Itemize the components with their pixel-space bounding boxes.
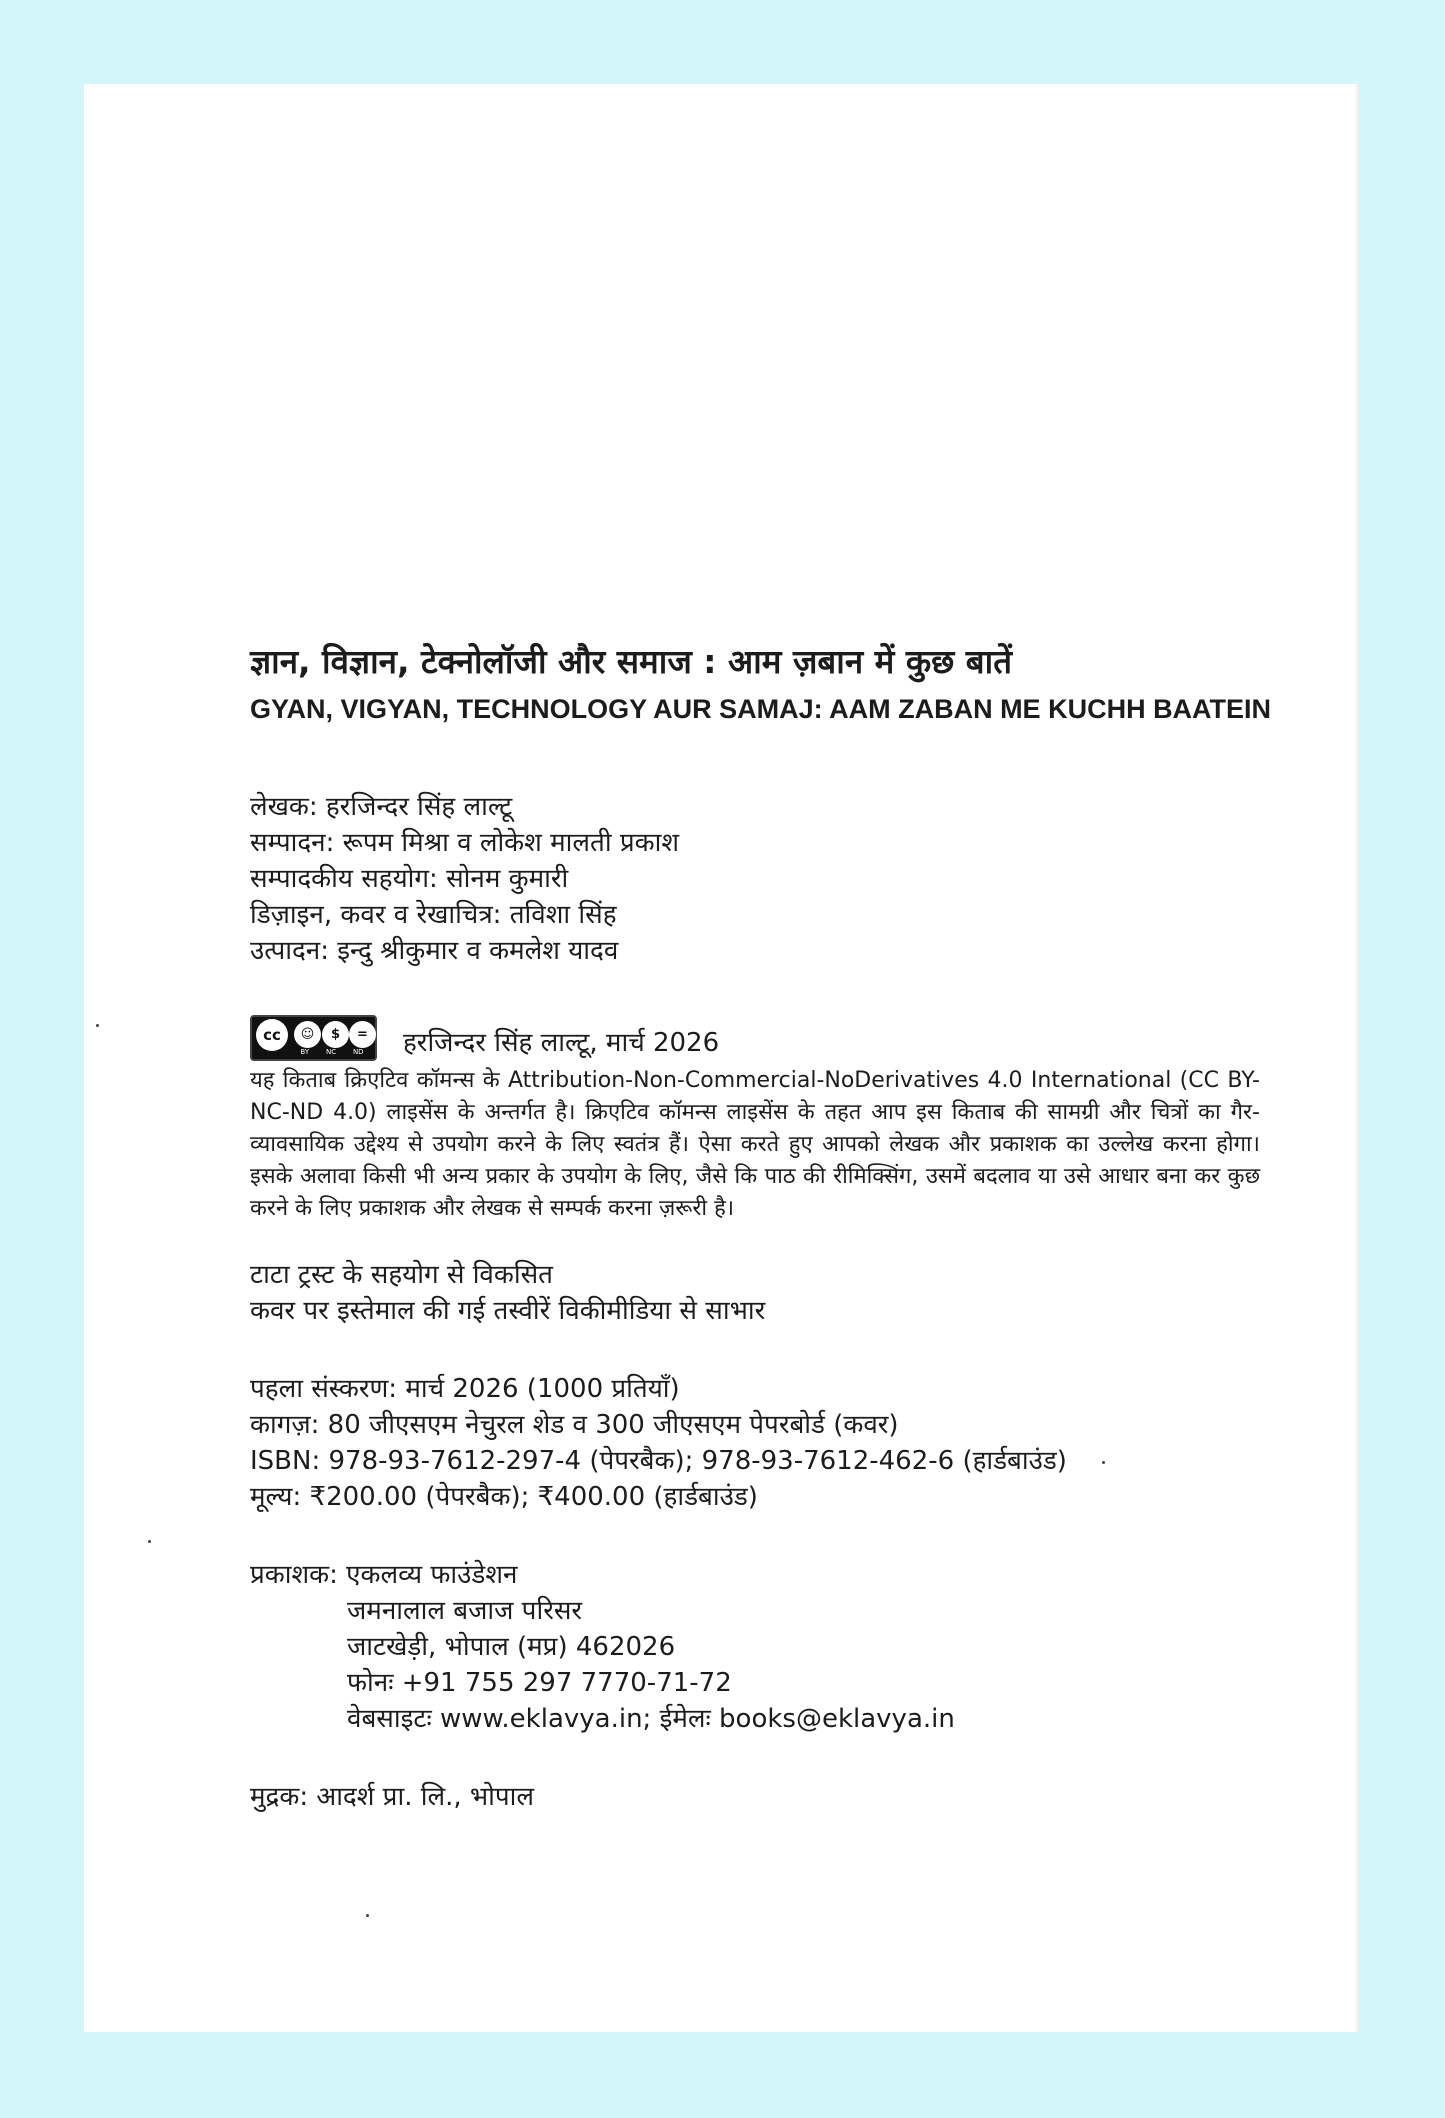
- price-line: मूल्य: ₹200.00 (पेपरबैक); ₹400.00 (हार्डबाउंड): [250, 1482, 758, 1512]
- nc-dollar-icon: $: [322, 1021, 349, 1048]
- edition-line: पहला संस्करण: मार्च 2026 (1000 प्रतियाँ): [250, 1374, 680, 1404]
- nd-equals-icon: =: [349, 1021, 376, 1048]
- publisher-address: [250, 1593, 1310, 1737]
- copyright-row: [250, 1011, 1310, 1061]
- cc-label-by: BY: [300, 1048, 310, 1056]
- license-block: [250, 1011, 1310, 1225]
- address-line-1: जमनालाल बजाज परिसर: [347, 1596, 583, 1626]
- publisher-block: [250, 1557, 1310, 1737]
- page-edge-shadow: [1354, 84, 1360, 2032]
- author-line: लेखक: हरजिन्दर सिंह लाल्टू: [250, 792, 513, 822]
- scan-speck: [366, 1914, 369, 1917]
- scan-speck: [96, 1024, 99, 1027]
- credits-block: [250, 789, 1310, 969]
- publisher-name-line: प्रकाशक: एकलव्य फाउंडेशन: [250, 1560, 518, 1590]
- address-line-2: जाटखेड़ी, भोपाल (मप्र) 462026: [347, 1632, 676, 1662]
- editing-line: सम्पादन: रूपम मिश्रा व लोकेश मालती प्रकाश: [250, 828, 680, 858]
- book-title-hindi: ज्ञान, विज्ञान, टेक्नोलॉजी और समाज : आम ज़बान में कुछ बातें: [250, 642, 1013, 681]
- isbn-line: ISBN: 978-93-7612-297-4 (पेपरबैक); 978-93-7612-462-6 (हार्डबाउंड): [250, 1446, 1067, 1476]
- imprint-content: [250, 639, 1310, 1815]
- cc-badge-labels: [292, 1048, 372, 1057]
- web-email-line: वेबसाइटः www.eklavya.in; ईमेलः books@eklavya.in: [347, 1704, 955, 1734]
- edition-block: [250, 1371, 1310, 1515]
- printer-block: [250, 1779, 1310, 1815]
- production-line: उत्पादन: इन्दु श्रीकुमार व कमलेश यादव: [250, 936, 619, 966]
- phone-line: फोनः +91 755 297 7770-71-72: [347, 1668, 732, 1698]
- cc-by-nc-nd-icon: [250, 1015, 377, 1061]
- copyright-line: हरजिन्दर सिंह लाल्टू, मार्च 2026: [403, 1028, 720, 1058]
- support-block: [250, 1257, 1310, 1329]
- cc-circle: cc: [256, 1019, 288, 1051]
- printer-line: मुद्रक: आदर्श प्रा. लि., भोपाल: [250, 1782, 535, 1812]
- scan-speck: [148, 1540, 151, 1543]
- cc-label-nd: ND: [352, 1048, 364, 1056]
- book-page: [84, 84, 1360, 2032]
- cover-credit-line: कवर पर इस्तेमाल की गई तस्वीरें विकीमीडिया से साभार: [250, 1296, 766, 1326]
- design-line: डिज़ाइन, कवर व रेखाचित्र: तविशा सिंह: [250, 900, 617, 930]
- book-title-english: GYAN, VIGYAN, TECHNOLOGY AUR SAMAJ: AAM ZABAN ME KUCHH BAATEIN: [250, 694, 1272, 724]
- support-line: टाटा ट्रस्ट के सहयोग से विकसित: [250, 1260, 553, 1290]
- paper-line: कागज़: 80 जीएसएम नेचुरल शेड व 300 जीएसएम पेपरबोर्ड (कवर): [250, 1410, 899, 1440]
- license-text: यह किताब क्रिएटिव कॉमन्स के Attribution-Non-Commercial-NoDerivatives 4.0 International (CC BY-NC-ND 4.0) लाइसेंस के अन्तर्गत है। क्रिएटिव कॉमन्स लाइसेंस के तहत आप इस किताब की सामग्री और चित्रों का गैर-व्यावसायिक उद्देश्य से उपयोग करने के लिए स्वतंत्र हैं। ऐसा करते हुए आपको लेखक और प्रकाशक का उल्लेख करना होगा। इसके अलावा किसी भी अन्य प्रकार के उपयोग के लिए, जैसे कि पाठ की रीमिक्सिंग, उसमें बदलाव या उसे आधार बना कर कुछ करने के लिए प्रकाशक और लेखक से सम्पर्क करना ज़रूरी है।: [250, 1068, 1260, 1221]
- by-person-icon: ☺: [294, 1021, 321, 1048]
- editorial-support-line: सम्पादकीय सहयोग: सोनम कुमारी: [250, 864, 569, 894]
- cc-label-nc: NC: [325, 1048, 337, 1056]
